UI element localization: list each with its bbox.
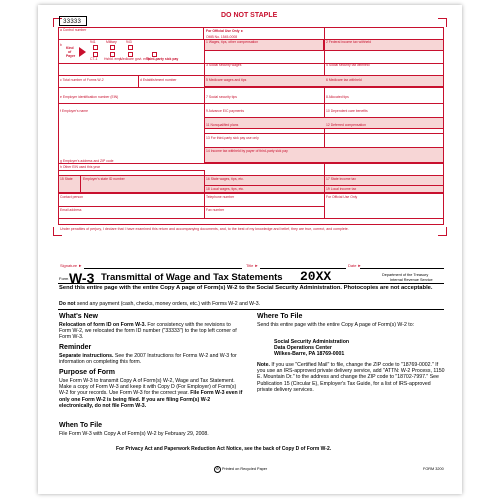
checkbox-ct1[interactable] <box>93 52 98 57</box>
checkbox-medicare-govt[interactable] <box>128 52 133 57</box>
control-number-label: a Control number <box>60 28 87 32</box>
whats-new-heading: What's New <box>59 313 99 320</box>
recycled-note: Printed on Recycled Paper <box>222 467 268 471</box>
purpose-text: Use Form W-3 to transmit Copy A of Form(s) W-2, Wage and Tax Statement. Make a copy of Form W-3 and keep it with Copy D (For Employer) of Form(s) W-2 for your records. Use Form W-3 for the correct year. File Form W-3 even if only one Form W-2 is being filed. If you are filing Form(s) W-2 electronically, do not file Form W-3. <box>59 378 243 409</box>
privacy-notice: For Privacy Act and Paperwork Reduction Act Notice, see the back of Copy D of Form W-2. <box>116 446 332 452</box>
checkbox-third-party[interactable] <box>152 52 157 57</box>
reminder-text: Separate instructions. See the 2007 Instructions for Forms W-2 and W-3 for information on completing this form. <box>59 353 237 366</box>
form-page: 33333 DO NOT STAPLE a Control number For Official Use Only ► OMB No. 1545-0008 b Kind of Payer 941 Military 943 Hshld. emp. Medicare govt. emp. Third-party sick pay CT-1 1 Wages, tips, other compensation 2 Federal income tax withheld 3 Social security wages 4 Social security tax withheld c Total number of Forms W-2 d Establishment number 5 Medicare wages and tips 6 Medicare tax withheld e Employer identification number (EIN) 7 Social security tips 8 Allocated tips f Employer's name 9 Advance EIC payments 10 Dependent care benefits 11 Nonqualified plans 12 Deferred compensation 13 For third-party sick pay use only 14 Income tax withheld by payer of third-party sick pay g Employer's address and ZIP code h Other EIN used this year 15 State Employer's state ID number 16 State wages, tips, etc. 17 State income tax 18 Local wages, tips, etc. 19 Local income tax Contact person Telephone number For Official Use Only Email address Fax number Under penalties of perjury, I declare that I have examined this return and accompanying documents, and, to the best of my knowledge and belief, they are true, correct, and complete. Signature ► Title ► Date ► Form W-3 Transmittal of Wage and Tax Statements 20XX Department of the Treasury Internal Revenue Service Send this entire page with the entire Copy A page of Form(s) W-2 to the Social Security Administration. Photocopies are not acceptable. Do not send any payment (cash, checks, money orders, etc.) with Forms W-2 and W-3. What's New Relocation of form ID on Form W-3. For consistency with the revisions to Form W-2, we relocated the form ID number ("33333") to the top left corner of Form W-3. Reminder Separate instructions. See the 2007 Instructions for Forms W-2 and W-3 for information on completing this form. Purpose of Form Use Form W-3 to transmit Copy A of Form(s) W-2, Wage and Tax Statement. Make a copy of Form W-3 and keep it with Copy D (For Employer) of Form(s) W-2 for your records. Use Form W-3 for the correct year. File Form W-3 even if only one Form W-2 is being filed. If you are filing Form(s) W-2 electronically, do not file Form W-3. When To File File Form W-3 with Copy A of Form(s) W-2 by February 29, 2008. Where To File Send this entire page with the entire Copy A page of Form(s) W-2 to: Social Security Administration Data Operations Center Wilkes-Barre, PA 18769-0001 Note. If you use "Certified Mail" to file, change the ZIP code to "18769-0002." If you use an IRS-approved private delivery service, add "ATTN: W-2 Process, 1150 E. Mountain Dr." to the address and change the ZIP code to "18702-7997." See Publication 15 (Circular E), Employer's Tax Guide, for a list of IRS-approved private delivery services. For Privacy Act and Paperwork Reduction Act Notice, see the back of Copy D of Form W-2. ♻ Printed on Recycled Paper FORM 3200 <box>38 5 462 494</box>
form-number: W-3 <box>69 270 95 286</box>
reminder-heading: Reminder <box>59 344 92 351</box>
perjury-statement: Under penalties of perjury, I declare that I have examined this return and accompanying documents, and, to the best of my knowledge and belief, they are true, correct, and complete. <box>60 227 349 231</box>
do-not-send-payment: Do not send any payment (cash, checks, money orders, etc.) with Forms W-2 and W-3. <box>59 301 261 307</box>
when-heading: When To File <box>59 422 103 429</box>
checkbox-hshld[interactable] <box>110 52 115 57</box>
note-text: Note. If you use "Certified Mail" to file, change the ZIP code to "18769-0002." If you use an IRS-approved private delivery service, add "ATTN: W-2 Process, 1150 E. Mountain Dr." to the address and change the ZIP code to "18702-7997." See Publication 15 (Circular E), Employer's Tax Guide, for a list of IRS-approved private delivery services. <box>257 362 445 393</box>
purpose-heading: Purpose of Form <box>59 369 116 376</box>
checkbox-943[interactable] <box>128 45 133 50</box>
address-line-1: Social Security Administration <box>274 339 350 345</box>
arrow-right-icon <box>79 47 86 57</box>
whats-new-text: Relocation of form ID on Form W-3. For consistency with the revisions to Form W-2, we relocated the form ID number ("33333") to the top left corner of Form W-3. <box>59 322 237 341</box>
date-line[interactable] <box>360 268 444 269</box>
checkbox-military[interactable] <box>110 45 115 50</box>
signature-label: Signature ► <box>60 263 83 268</box>
form-code: 33333 <box>63 18 82 25</box>
official-use-label: For Official Use Only ► <box>206 29 244 33</box>
signature-line[interactable] <box>84 268 242 269</box>
crop-mark <box>438 18 447 27</box>
recycle-icon: ♻ <box>215 467 220 471</box>
form-year: 20XX <box>300 269 332 284</box>
where-text: Send this entire page with the entire Copy A page of Form(s) W-2 to: <box>257 322 415 328</box>
form-code-footer: FORM 3200 <box>423 467 444 471</box>
address-line-2: Data Operations Center <box>274 345 332 351</box>
form-title: Transmittal of Wage and Tax Statements <box>101 272 283 283</box>
date-label: Date ► <box>348 263 362 268</box>
form-code-box <box>59 16 87 26</box>
address-line-3: Wilkes-Barre, PA 18769-0001 <box>274 351 345 357</box>
omb-number: OMB No. 1545-0008 <box>206 35 238 39</box>
checkbox-941[interactable] <box>93 45 98 50</box>
title-label: Title ► <box>246 263 259 268</box>
when-text: File Form W-3 with Copy A of Form(s) W-2 by February 29, 2008. <box>59 431 209 437</box>
send-instruction: Send this entire page with the entire Copy A page of Form(s) W-2 to the Social Security Administration. Photocopies are not acceptable. <box>59 285 433 291</box>
do-not-staple: DO NOT STAPLE <box>221 12 278 19</box>
where-heading: Where To File <box>257 313 303 320</box>
